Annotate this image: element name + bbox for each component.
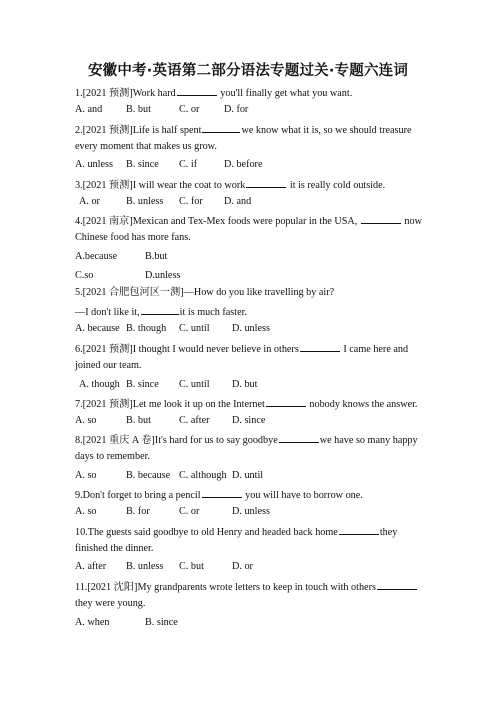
option: B. but <box>126 415 151 426</box>
question-2 <box>75 123 412 137</box>
option: C. if <box>179 159 198 170</box>
question-7 <box>75 397 417 411</box>
page-title: 安徽中考·英语第二部分语法专题过关·专题六连词 <box>87 63 409 79</box>
option: B. unless <box>126 561 164 572</box>
answer-blank <box>246 178 286 188</box>
option: B. since <box>126 159 159 170</box>
question-text: every moment that makes us grow. <box>75 141 217 152</box>
question-text: they were young. <box>75 598 146 609</box>
question-text: 7.[2021 预测]Let me look it up on the Internet <box>75 399 265 410</box>
option: C. or <box>179 506 200 517</box>
question-continuation <box>75 305 247 319</box>
question-10 <box>75 525 397 539</box>
question-4 <box>75 214 422 228</box>
question-text: I came here and <box>340 344 409 355</box>
option: C. after <box>179 415 210 426</box>
option: B. but <box>126 104 151 115</box>
question-6 <box>75 342 408 356</box>
answer-blank <box>141 305 179 315</box>
question-text: 6.[2021 预测]I thought I would never believe in others <box>75 344 299 355</box>
option: A. though <box>79 379 120 390</box>
question-continuation <box>75 451 150 463</box>
question-text: 2.[2021 预测]Life is half spent <box>75 125 202 136</box>
option: C. until <box>179 323 210 334</box>
option: D. unless <box>232 323 270 334</box>
question-continuation <box>75 141 217 153</box>
question-text: 1.[2021 预测]Work hard <box>75 88 176 99</box>
option: D.unless <box>145 270 181 281</box>
option: A. and <box>75 104 103 115</box>
option: B.but <box>145 251 168 262</box>
answer-blank <box>300 342 340 352</box>
question-text: it is really cold outside. <box>287 180 386 191</box>
answer-blank <box>266 397 306 407</box>
answer-blank <box>202 123 240 133</box>
question-text: they <box>379 527 398 538</box>
question-text: 3.[2021 预测]I will wear the coat to work <box>75 180 246 191</box>
answer-blank <box>177 86 217 96</box>
question-text: 11.[2021 沈阳]My grandparents wrote letters to keep in touch with others <box>75 582 376 593</box>
option: D. until <box>232 470 264 481</box>
question-text: 8.[2021 重庆 A 卷]It's hard for us to say goodbye <box>75 435 278 446</box>
option: B. though <box>126 323 167 334</box>
question-text: 9.Don't forget to bring a pencil <box>75 490 201 501</box>
question-continuation <box>75 543 153 555</box>
question-text: now <box>401 216 422 227</box>
option: A. when <box>75 617 110 628</box>
option: C.so <box>75 270 94 281</box>
answer-blank <box>361 214 401 224</box>
question-text: joined our team. <box>75 360 142 371</box>
question-text: 5.[2021 合肥包河区一测]—How do you like travelling by air? <box>75 287 335 298</box>
question-text: finished the dinner. <box>75 543 154 554</box>
question-text: you'll finally get what you want. <box>217 88 353 99</box>
option: C. although <box>179 470 227 481</box>
option: A. so <box>75 470 97 481</box>
option: B. for <box>126 506 150 517</box>
answer-blank <box>279 433 319 443</box>
option: A. so <box>75 415 97 426</box>
option: D. unless <box>232 506 270 517</box>
option: D. for <box>224 104 249 115</box>
answer-blank <box>339 525 379 535</box>
question-text: we have so many happy <box>319 435 418 446</box>
option: D. and <box>224 196 252 207</box>
question-text: nobody knows the answer. <box>306 399 418 410</box>
option: A. because <box>75 323 120 334</box>
question-11 <box>75 580 418 594</box>
option: C. for <box>179 196 203 207</box>
option: C. until <box>179 379 210 390</box>
option: D. before <box>224 159 263 170</box>
option: B. since <box>145 617 178 628</box>
question-text: 10.The guests said goodbye to old Henry and headed back home <box>75 527 338 538</box>
question-1 <box>75 86 352 100</box>
question-text: we know what it is, so we should treasure <box>241 125 412 136</box>
question-text: 4.[2021 南京]Mexican and Tex-Mex foods were popular in the USA, <box>75 216 360 227</box>
option: B. unless <box>126 196 164 207</box>
option: C. or <box>179 104 200 115</box>
question-text: you will have to borrow one. <box>242 490 363 501</box>
answer-blank <box>377 580 417 590</box>
question-text: days to remember. <box>75 451 150 462</box>
question-text: —I don't like it, <box>75 307 140 318</box>
question-text: it is much faster. <box>179 307 247 318</box>
option: B. since <box>126 379 159 390</box>
question-continuation <box>75 360 141 372</box>
question-text: Chinese food has more fans. <box>75 232 191 243</box>
option: B. because <box>126 470 171 481</box>
option: D. since <box>232 415 266 426</box>
option: D. but <box>232 379 258 390</box>
question-9 <box>75 488 363 502</box>
option: A. after <box>75 561 107 572</box>
option: A.because <box>75 251 118 262</box>
question-3 <box>75 178 385 192</box>
question-continuation <box>75 598 145 610</box>
option: A. unless <box>75 159 113 170</box>
option: D. or <box>232 561 253 572</box>
question-8 <box>75 433 418 447</box>
option: A. so <box>75 506 97 517</box>
option: C. but <box>179 561 204 572</box>
question-continuation <box>75 232 191 244</box>
option: A. or <box>79 196 100 207</box>
question-5 <box>75 287 334 299</box>
answer-blank <box>202 488 242 498</box>
